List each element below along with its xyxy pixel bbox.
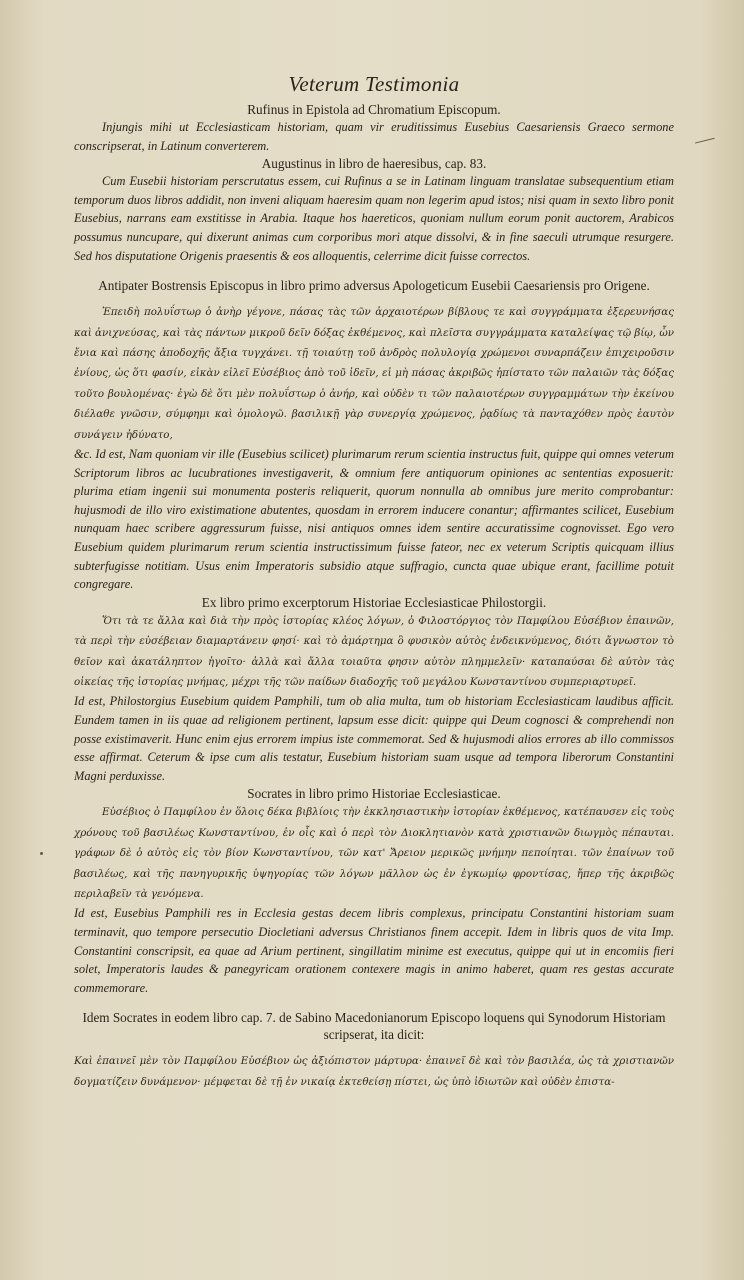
section-heading: Antipater Bostrensis Episcopus in libro primo adversus Apologeticum Eusebii Caesariensis pro Origene. [98, 278, 650, 294]
greek-paragraph: Ἐπειδὴ πολυΐστωρ ὁ ἀνὴρ γέγονε, πάσας τὰς τῶν ἀρχαιοτέρων βίβλους τε καὶ συγγράμματα ἐξερευνήσας καὶ ἀνιχνεύσας, καὶ τὰς πάντων μικροῦ δεῖν δόξας ἐκθέμενος, καὶ πλεῖστα συγγράμματα καταλείψας τῷ βίῳ, ὧν ἔνια καὶ πάσης ἀποδοχῆς ἄξια τυγχάνει. τῇ τοιαύτῃ τοῦ ἀνδρὸς πολυλογίᾳ χρώμενοι συναρπάζειν ἐπιχειροῦσιν ἐνίους, ὡς ὅτι φασίν, εἰκὰν εἰλεῖ Εὐσέβιος ἀπὸ τοῦ ἰδεῖν, εἰ μὴ πάσας ἀκριβῶς ἠπίστατο τῶν παλαιῶν τὰς δόξας τοῦτο βουλομένας· ἐγὼ δὲ ὅτι μὲν πολυΐστωρ ὁ ἀνήρ, καὶ οὐδὲν τι τῶν παλαιοτέρων συγγραμμάτων τὴν ἐκείνου διέλαθε γνῶσιν, σύμφημι καὶ ὁμολογῶ. βασιλικῇ γὰρ συνεργίᾳ χρώμενος, ῥᾳδίως τὰ πανταχόθεν πρὸς ἑαυτὸν συνάγειν ἠδύνατο, [74, 306, 674, 441]
ink-dot [40, 852, 43, 855]
section-heading: Socrates in libro primo Historiae Ecclesiasticae. [247, 786, 501, 802]
greek-paragraph: Ὅτι τὰ τε ἄλλα καὶ διὰ τὴν πρὸς ἱστορίας κλέος λόγων, ὁ Φιλοστόργιος τὸν Παμφίλου Εὐσέβιον ἐπαινῶν, τὰ περὶ τὴν εὐσέβειαν διαμαρτάνειν φησί· καὶ τὸ ἁμάρτημα ὃ φυσικὸν αὐτὸς ἐνδεικνύμενος, διότι ἄγνωστον τὸ θεῖον καὶ ἀκατάληπτον ἡγοῖτο· ἀλλὰ καὶ ἄλλα τοιαῦτα φησιν αὐτὸν πλημμελεῖν· καταπαύσαι δὲ αὐτὸν τὰς οἰκείας τῆς ἱστορίας μνήμας, μέχρι τῆς τῶν παίδων διαδοχῆς τοῦ μεγάλου Κωνσταντίνου συμπεριαρτυρεῖ. [74, 614, 674, 688]
text-column [74, 70, 674, 1092]
ink-mark [695, 138, 717, 154]
page-title: Veterum Testimonia [288, 72, 460, 96]
latin-paragraph: Id est, Philostorgius Eusebium quidem Pamphili, tum ob alia multa, tum ob historiam Ecclesiasticam laudibus afficit. Eundem tamen in iis quae ad religionem pertinent, lapsum esse dicit: quippe qui Deum cognosci & comprehendi non posse existimaverit. Hunc enim ejus errorem impius iste commemorat. Sed & hujusmodi alios errores ab illo commissos esse affirmat. Ceterum & ipse cum alis testatur, Eusebium historiam suam usque ad tempora liberorum Constantini Magni perduxisse. [74, 694, 674, 783]
latin-paragraph: Cum Eusebii historiam perscrutatus essem, cui Rufinus a se in Latinam linguam translatae subsequentium etiam temporum duos libros addidit, non inveni aliquam haeresim quam non legerim apud istos; nisi quam in sexto libro ponit Eusebius, narrans eam exstitisse in Arabia. Itaque hos haereticos, quoniam nullum eorum ponit auctorem, Arabicos possumus nuncupare, qui dixerunt animas cum corporibus mori atque dissolvi, & in fine saeculi utrumque resurgere. Sed hos disputatione Origenis praesentis & eos alloquentis, celerrime dicit fuisse correctos. [74, 174, 674, 263]
latin-paragraph: Id est, Eusebius Pamphili res in Ecclesia gestas decem libris complexus, principatu Constantini historiam suam terminavit, quo tempore persecutio Diocletiani adversus Christianos finem accepit. Idem in libris quos de vita Imp. Constantini conscripsit, ea quae ad Arium pertinent, singillatim minime est executus, quippe qui ut in encomiis fieri solet, Imperatoris laudes & panegyricam orationem contexere magis in animo haberet, quam res gestas accurate commemorare. [74, 906, 674, 995]
section-heading: Rufinus in Epistola ad Chromatium Episcopum. [247, 102, 501, 117]
greek-paragraph: Καὶ ἐπαινεῖ μὲν τὸν Παμφίλου Εὐσέβιον ὡς ἀξιόπιστον μάρτυρα· ἐπαινεῖ δὲ καὶ τὸν βασιλέα, ὡς τὰ χριστιανῶν δογματίζειν δυνάμενον· μέμφεται δὲ τῇ ἐν νικαίᾳ ἐκτεθείσῃ πίστει, ὡς ὑπὸ ἰδιωτῶν καὶ οὐδὲν ἐπιστα- [74, 1055, 674, 1088]
greek-paragraph: Εὐσέβιος ὁ Παμφίλου ἐν ὅλοις δέκα βιβλίοις τὴν ἐκκλησιαστικὴν ἱστορίαν ἐκθέμενος, κατέπαυσεν εἰς τοὺς χρόνους τοῦ βασιλέως Κωνσταντίνου, ἐν οἷς καὶ ὁ περὶ τὸν Διοκλητιανὸν κατὰ χριστιανῶν διωγμὸς πέπαυται. γράφων δὲ ὁ αὐτὸς εἰς τὸν βίον Κωνσταντίνου, τῶν κατ' Ἄρειον μερικῶς μνήμην πεποίηται. τῶν ἐπαίνων τοῦ βασιλέως, καὶ τῆς πανηγυρικῆς ὑψηγορίας τῶν λόγων μᾶλλον ὡς ἐν ἐγκωμίῳ φροντίσας, ἤπερ τῆς ἀκριβῶς περιλαβεῖν τὰ γενόμενα. [74, 806, 674, 900]
section-heading: Augustinus in libro de haeresibus, cap. 83. [261, 156, 487, 172]
latin-paragraph: &c. Id est, Nam quoniam vir ille (Eusebius scilicet) plurimarum rerum scientia instructus fuit, quippe qui omnes veterum Scriptorum libros ac lucubrationes investigaverit, & omnium fere antiquorum opiniones ac sententias exposuerit: plurima etiam ingenii sui monumenta posteris reliquerit, quorum nonnulla ab omnibus jure merito comprobantur: hujusmodi de illo viro existimatione abutentes, quosdam in errorem inducere conantur; affirmantes scilicet, Eusebium nunquam haec scribere aggressurum fuisse, nisi antiquos omnes idem sentire accuratissime cognovisset. Ego vero Eusebium quidem plurimarum rerum scientia instructissimum fuisse fateor, nec ex veterum Scriptis quicquam illius subterfugisse notitiam. Usus enim Imperatoris subsidio atque suffragio, cuncta quae ubique erant, facillime potuit congregare. [74, 447, 674, 592]
section-heading: Ex libro primo excerptorum Historiae Ecclesiasticae Philostorgii. [201, 594, 547, 610]
section-heading: Idem Socrates in eodem libro cap. 7. de Sabino Macedonianorum Episcopo loquens qui Synodorum Historiam scripserat, ita dicit: [82, 1010, 666, 1043]
latin-paragraph: Injungis mihi ut Ecclesiasticam historiam, quam vir eruditissimus Eusebius Caesariensis Graeco sermone conscripserat, in Latinum converterem. [74, 120, 674, 153]
